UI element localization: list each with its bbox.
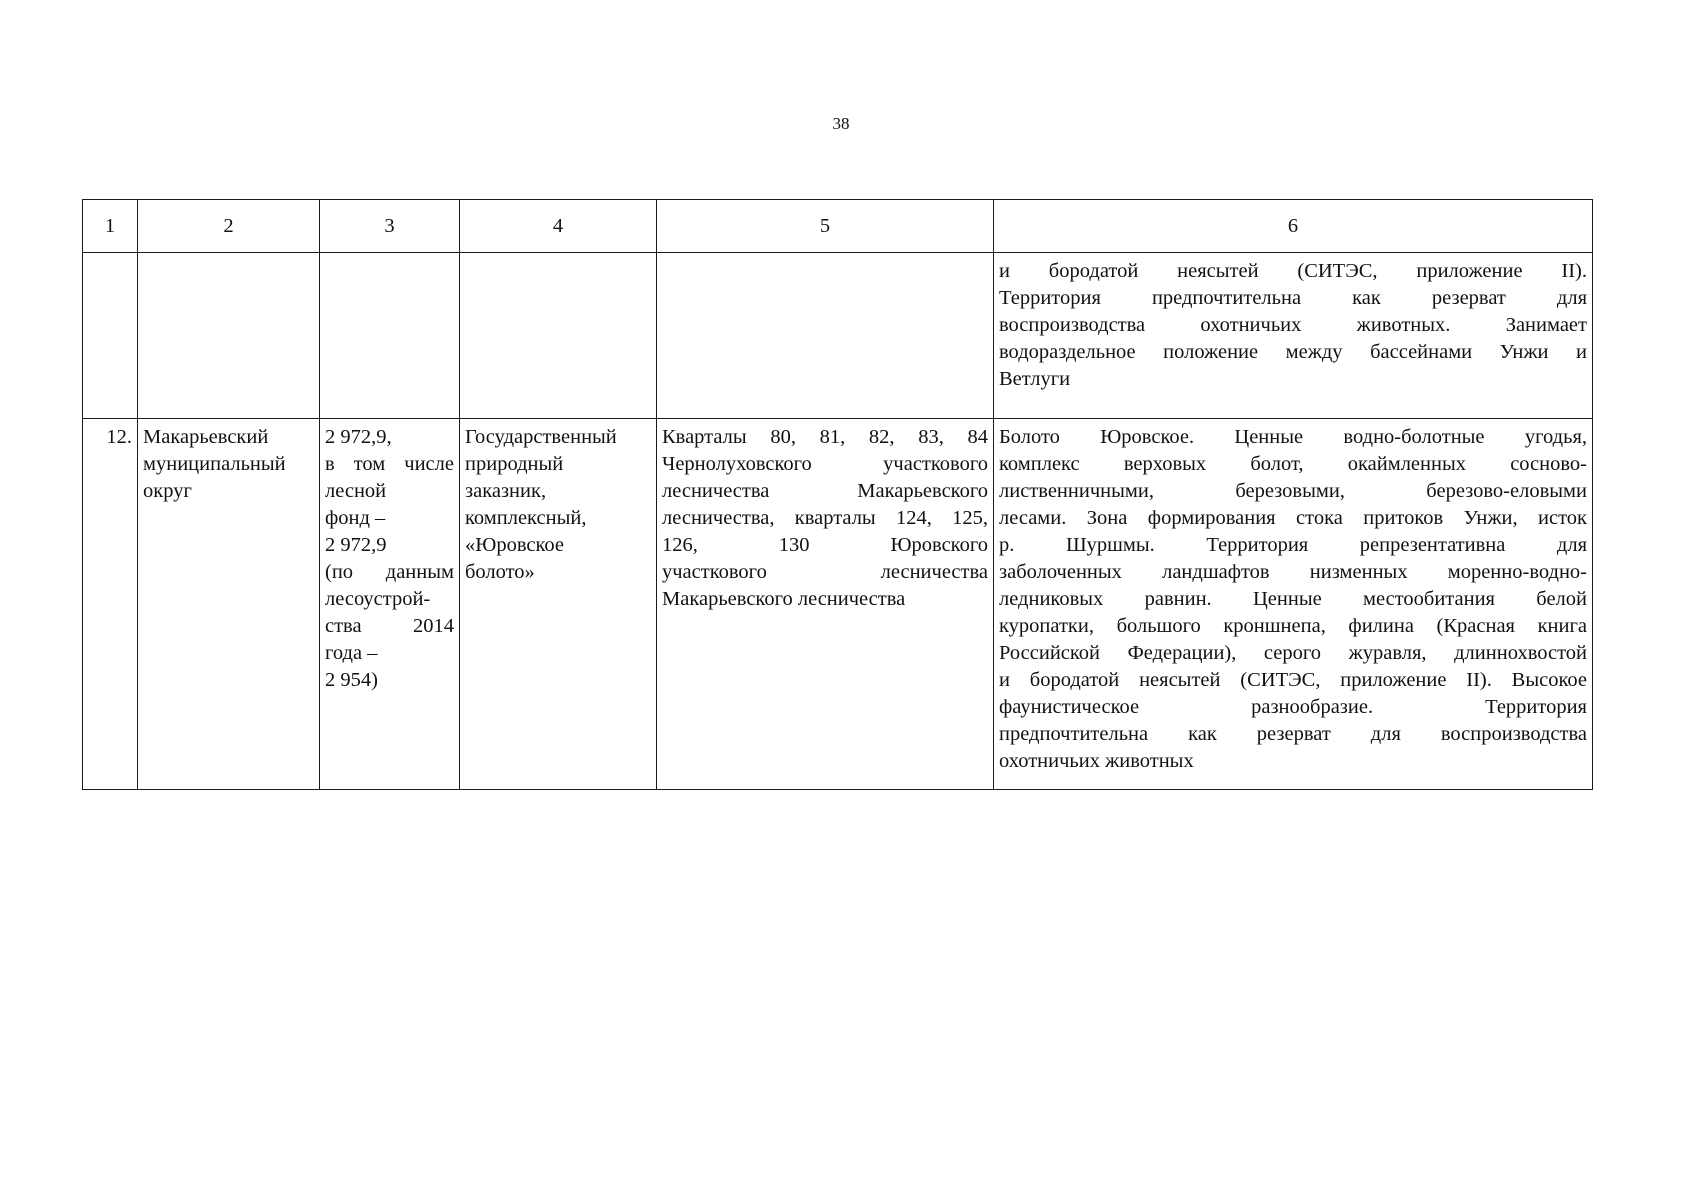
continuation-cell-2 bbox=[138, 253, 320, 419]
text-line: Государственный bbox=[465, 426, 617, 448]
continuation-description-cell bbox=[994, 253, 1593, 419]
text-line: 2 972,9 bbox=[325, 534, 387, 556]
text-line: участкового лесничества bbox=[662, 561, 988, 583]
category-cell bbox=[460, 419, 657, 790]
text-line: предпочтительна как резерват для воспроизводства bbox=[999, 723, 1587, 745]
text-line: фаунистическое разнообразие. Территория bbox=[999, 696, 1587, 718]
text-line: Макарьевский bbox=[143, 426, 269, 448]
header-cell-6: 6 bbox=[994, 200, 1593, 253]
text-line: р. Шуршмы. Территория репрезентативна для bbox=[999, 534, 1587, 556]
text-line: 126, 130 Юровского bbox=[662, 534, 988, 556]
location-cell bbox=[657, 419, 994, 790]
text-line: охотничьих животных bbox=[999, 750, 1194, 772]
header-cell-2: 2 bbox=[138, 200, 320, 253]
text-line: лесной bbox=[325, 480, 387, 502]
text-line: лесничества Макарьевского bbox=[662, 480, 988, 502]
continuation-cell-5 bbox=[657, 253, 994, 419]
text-line: заболоченных ландшафтов низменных моренно-водно- bbox=[999, 561, 1587, 583]
text-line: округ bbox=[143, 480, 192, 502]
text-line: Территория предпочтительна как резерват для bbox=[999, 287, 1587, 309]
text-line: ледниковых равнин. Ценные местообитания белой bbox=[999, 588, 1587, 610]
text-line: муниципальный bbox=[143, 453, 286, 475]
text-line: в том числе bbox=[325, 453, 454, 475]
text-line: Кварталы 80, 81, 82, 83, 84 bbox=[662, 426, 988, 448]
text-line: года – bbox=[325, 642, 378, 664]
text-line: комплексный, bbox=[465, 507, 587, 529]
header-cell-5: 5 bbox=[657, 200, 994, 253]
header-cell-1: 1 bbox=[83, 200, 138, 253]
text-line: 2 954) bbox=[325, 669, 378, 691]
text-line: лесоустрой- bbox=[325, 588, 431, 610]
text-line: Болото Юровское. Ценные водно-болотные угодья, bbox=[999, 426, 1587, 448]
row-number: 12. bbox=[83, 419, 138, 790]
reserves-table bbox=[82, 199, 1593, 790]
text-line: Российской Федерации), серого журавля, длиннохвостой bbox=[999, 642, 1587, 664]
continuation-cell-4 bbox=[460, 253, 657, 419]
text-line: Макарьевского лесничества bbox=[662, 588, 906, 610]
description-cell bbox=[994, 419, 1593, 790]
text-line: фонд – bbox=[325, 507, 386, 529]
text-line: Чернолуховского участкового bbox=[662, 453, 988, 475]
text-line: водораздельное положение между бассейнами Унжи и bbox=[999, 341, 1587, 363]
page-number: 38 bbox=[832, 114, 850, 133]
text-line: 2 972,9, bbox=[325, 426, 392, 448]
table-row-12 bbox=[83, 419, 1593, 790]
text-line: лесами. Зона формирования стока притоков Унжи, исток bbox=[999, 507, 1587, 529]
text-line: ства 2014 bbox=[325, 615, 454, 637]
text-line: болото» bbox=[465, 561, 535, 583]
text-line: природный bbox=[465, 453, 564, 475]
table-header-row bbox=[83, 200, 1593, 253]
municipality-cell bbox=[138, 419, 320, 790]
continuation-cell-3 bbox=[320, 253, 460, 419]
text-line: (по данным bbox=[325, 561, 454, 583]
text-line: и бородатой неясытей (СИТЭС, приложение II). Высокое bbox=[999, 669, 1587, 691]
header-cell-3: 3 bbox=[320, 200, 460, 253]
text-line: Ветлуги bbox=[999, 368, 1071, 390]
text-line: комплекс верховых болот, окаймленных сосново- bbox=[999, 453, 1587, 475]
text-line: заказник, bbox=[465, 480, 547, 502]
text-line: «Юровское bbox=[465, 534, 564, 556]
text-line: и бородатой неясытей (СИТЭС, приложение II). bbox=[999, 260, 1587, 282]
continuation-cell-1 bbox=[83, 253, 138, 419]
area-cell bbox=[320, 419, 460, 790]
text-line: лесничества, кварталы 124, 125, bbox=[662, 507, 988, 529]
text-line: куропатки, большого кроншнепа, филина (Красная книга bbox=[999, 615, 1587, 637]
continuation-row bbox=[83, 253, 1593, 419]
header-cell-4: 4 bbox=[460, 200, 657, 253]
text-line: лиственничными, березовыми, березово-еловыми bbox=[999, 480, 1587, 502]
text-line: воспроизводства охотничьих животных. Занимает bbox=[999, 314, 1587, 336]
